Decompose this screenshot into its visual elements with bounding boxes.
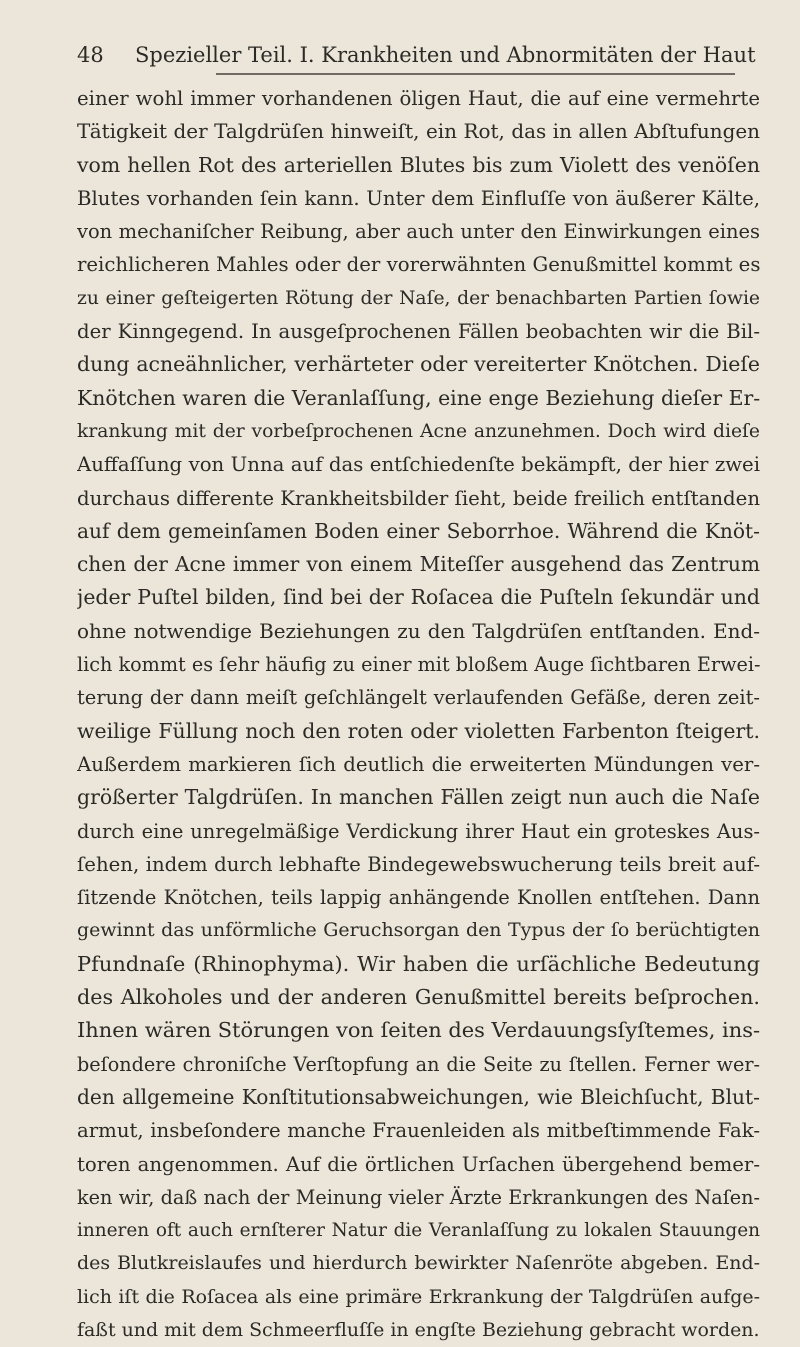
text-line: ſehen, indem durch lebhafte Bindegewebswucherung teils breit auf- (77, 852, 760, 876)
text-line: jeder Puſtel bilden, ſind bei der Roſacea die Puſteln ſekundär und (77, 585, 760, 610)
text-line: Blutes vorhanden ſein kann. Unter dem Einfluſſe von äußerer Kälte, (77, 186, 760, 210)
text-line: des Blutkreislaufes und hierdurch bewirkter Naſenröte abgeben. End- (77, 1252, 760, 1275)
body-text (77, 82, 760, 1347)
text-line: reichlicheren Mahles oder der vorerwähnten Genußmittel kommt es (77, 253, 760, 277)
text-line: Ihnen wären Störungen von ſeiten des Verdauungsſyſtemes, ins- (77, 1018, 760, 1043)
text-line: gewinnt das unförmliche Geruchsorgan den Typus der ſo berüchtigten (77, 919, 760, 942)
text-line: dung acneähnlicher, verhärteter oder vereiterter Knötchen. Dieſe (77, 352, 760, 377)
text-line: der Kinngegend. In ausgeſprochenen Fällen beobachten wir die Bil- (77, 320, 760, 344)
page-number: 48 (77, 43, 104, 67)
text-line: armut, insbeſondere manche Frauenleiden als mitbeſtimmende Fak- (77, 1119, 760, 1143)
text-line: zu einer geſteigerten Rötung der Naſe, der benachbarten Partien ſowie (77, 287, 760, 309)
text-line: faßt und mit dem Schmeerfluſſe in engſte Beziehung gebracht worden. (77, 1318, 760, 1341)
text-line: lich iſt die Roſacea als eine primäre Erkrankung der Talgdrüſen aufge- (77, 1285, 760, 1308)
text-line: durch eine unregelmäßige Verdickung ihrer Haut ein groteskes Aus- (77, 819, 760, 843)
text-line: durchaus differente Krankheitsbilder ſieht, beide freilich entſtanden (77, 486, 760, 510)
text-line: terung der dann meiſt geſchlängelt verlaufenden Gefäße, deren zeit- (77, 686, 760, 710)
text-line: von mechaniſcher Reibung, aber auch unter den Einwirkungen eines (77, 220, 760, 244)
text-line: größerter Talgdrüſen. In manchen Fällen zeigt nun auch die Naſe (77, 785, 760, 810)
text-line: chen der Acne immer von einem Miteſſer ausgehend das Zentrum (77, 552, 760, 577)
text-line: Pfundnaſe (Rhinophyma). Wir haben die urſächliche Bedeutung (77, 951, 760, 976)
text-line: beſondere chroniſche Verſtopfung an die Seite zu ſtellen. Ferner wer- (77, 1052, 760, 1076)
text-line: krankung mit der vorbeſprochenen Acne anzunehmen. Doch wird dieſe (77, 420, 760, 442)
text-line: Knötchen waren die Veranlaſſung, eine enge Beziehung dieſer Er- (77, 385, 760, 410)
text-line: lich kommt es ſehr häufig zu einer mit bloßem Auge ſichtbaren Erwei- (77, 653, 760, 677)
text-line: auf dem gemeinſamen Boden einer Seborrhoe. Während die Knöt- (77, 518, 760, 543)
text-line: ohne notwendige Beziehungen zu den Talgdrüſen entſtanden. End- (77, 618, 760, 643)
text-line: Auffaſſung von Unna auf das entſchiedenſte bekämpft, der hier zwei (77, 453, 760, 477)
text-line: ken wir, daß nach der Meinung vieler Ärzte Erkrankungen des Naſen- (77, 1185, 760, 1209)
text-line: vom hellen Rot des arteriellen Blutes bis zum Violett des venöſen (77, 152, 760, 177)
text-line: einer wohl immer vorhandenen öligen Haut, die auf eine vermehrte (77, 87, 760, 110)
text-line: des Alkoholes und der anderen Genußmittel bereits beſprochen. (77, 985, 760, 1010)
text-line: Außerdem markieren ſich deutlich die erweiterten Mündungen ver- (77, 752, 760, 776)
running-head (77, 38, 760, 72)
header-rule (216, 73, 735, 75)
text-line: den allgemeine Konſtitutionsabweichungen, wie Bleichſucht, Blut- (77, 1084, 760, 1109)
text-line: Tätigkeit der Talgdrüſen hinweiſt, ein Rot, das in allen Abſtufungen (77, 119, 760, 144)
text-line: inneren oft auch ernſterer Natur die Veranlaſſung zu lokalen Stauungen (77, 1220, 760, 1242)
text-line: ſitzende Knötchen, teils lappig anhängende Knollen entſtehen. Dann (77, 886, 760, 910)
text-line: weilige Füllung noch den roten oder violetten Farbenton ſteigert. (77, 718, 760, 743)
text-line: toren angenommen. Auf die örtlichen Urſachen übergehend bemer- (77, 1152, 760, 1176)
running-head-title: Spezieller Teil. I. Krankheiten und Abnormitäten der Haut (135, 43, 756, 67)
